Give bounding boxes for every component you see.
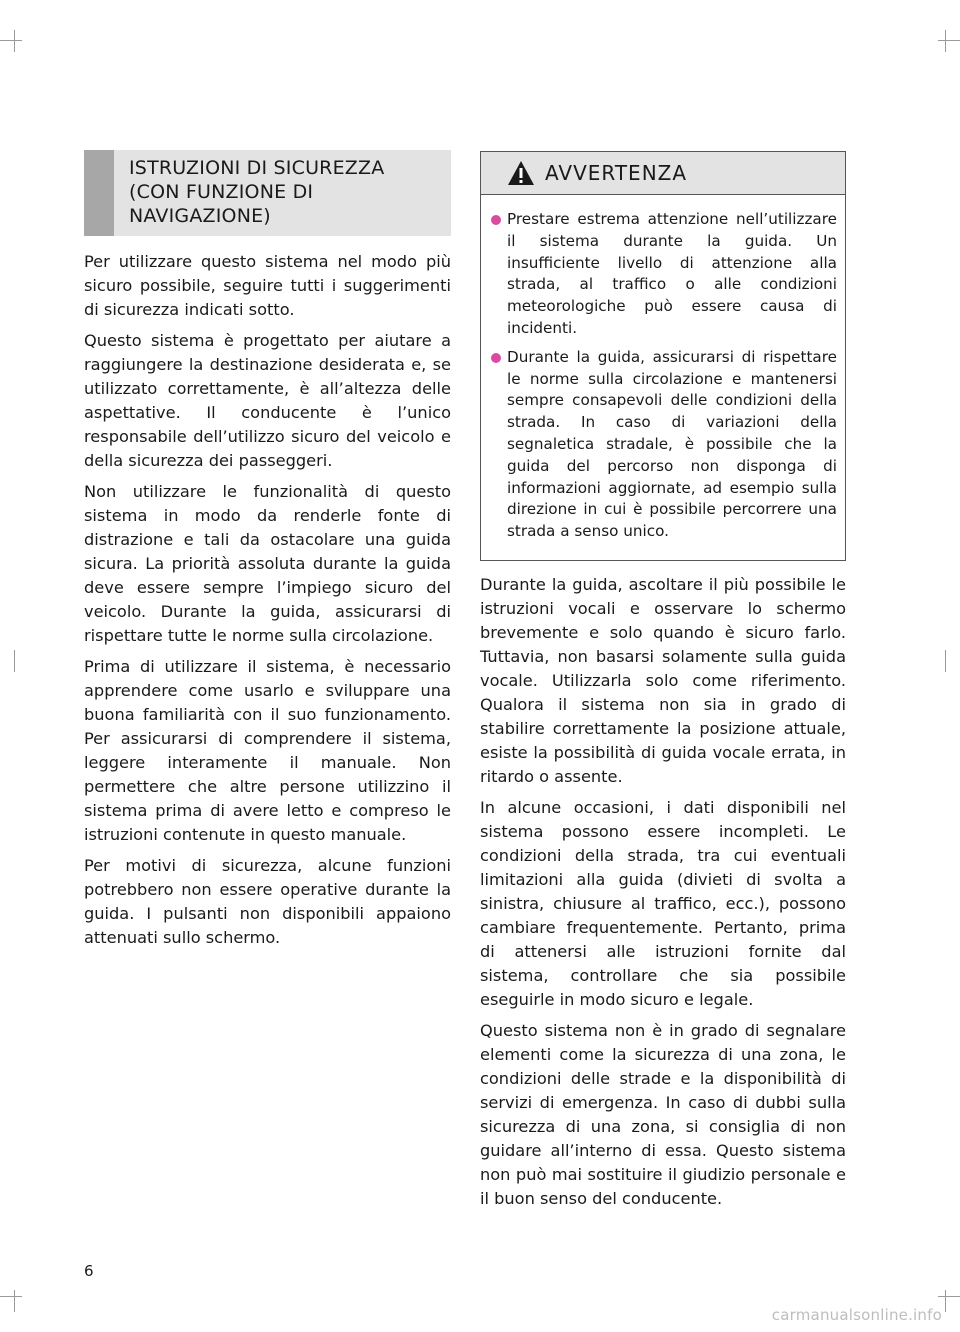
crop-mark [938, 40, 960, 41]
paragraph: Prima di utilizzare il sistema, è necessario apprendere come usarlo e sviluppare una buona familiarità con il suo funzionamento. Per assicurarsi di comprendere il sistema, leggere interamente il manuale. Non permettere che altre persone utilizzino il sistema prima di avere letto e compreso le istruzioni contenute in questo manuale. [84, 657, 451, 844]
warning-title: AVVERTENZA [545, 161, 688, 185]
paragraph: Non utilizzare le funzionalità di questo sistema in modo da renderle fonte di distrazione e tali da ostacolare una guida sicura. La priorità assoluta durante la guida deve essere sempre l’impiego sicuro del veicolo. Durante la guida, assicurarsi di rispettare tutte le norme sulla circolazione. [84, 482, 451, 645]
warning-item [491, 347, 837, 543]
paragraph: Durante la guida, ascoltare il più possibile le istruzioni vocali e osservare lo schermo brevemente e solo quando è sicuro farlo. Tuttavia, non basarsi solamente sulla guida vocale. Utilizzarla solo come riferimento. Qualora il sistema non sia in grado di stabilire correttamente la posizione attuale, esiste la possibilità di guida vocale errata, in ritardo o assente. [480, 575, 846, 786]
section-heading-tab [84, 150, 114, 236]
warning-item-text: Prestare estrema attenzione nell’utilizzare il sistema durante la guida. Un insufficiente livello di attenzione alla strada, al traffico o alle condizioni meteorologiche può essere causa di incidenti. [507, 210, 837, 337]
crop-mark [14, 650, 15, 672]
crop-mark [14, 1290, 15, 1312]
paragraph: Questo sistema non è in grado di segnalare elementi come la sicurezza di una zona, le condizioni delle strade e la disponibilità di servizi di emergenza. In caso di dubbi sulla sicurezza di una zona, si consiglia di non guidare all’interno di essa. Questo sistema non può mai sostituire il giudizio personale e il buon senso del conducente. [480, 1021, 846, 1208]
paragraph: In alcune occasioni, i dati disponibili nel sistema possono essere incompleti. Le condizioni della strada, tra cui eventuali limitazioni alla guida (divieti di svolta a sinistra, chiusure al traffico, ecc.), possono cambiare frequentemente. Pertanto, prima di attenersi alle istruzioni fornite dal sistema, controllare che sia possibile eseguirle in modo sicuro e legale. [480, 798, 846, 1009]
bullet-icon [491, 215, 501, 225]
crop-mark [945, 30, 946, 52]
section-heading [84, 150, 451, 236]
warning-box [480, 151, 846, 561]
paragraph: Per utilizzare questo sistema nel modo più sicuro possibile, seguire tutti i suggerimenti di sicurezza indicati sotto. [84, 252, 451, 319]
watermark: carmanualsonline.info [771, 1306, 942, 1324]
crop-mark [14, 30, 15, 52]
crop-mark [945, 650, 946, 672]
section-title: ISTRUZIONI DI SICUREZZA (CON FUNZIONE DI NAVIGAZIONE) [129, 157, 385, 227]
warning-header [481, 152, 845, 195]
warning-triangle-icon [507, 160, 535, 186]
warning-item [491, 209, 837, 340]
page-number: 6 [84, 1262, 94, 1280]
bullet-icon [491, 353, 501, 363]
paragraph: Per motivi di sicurezza, alcune funzioni potrebbero non essere operative durante la guida. I pulsanti non disponibili appaiono attenuati sullo schermo. [84, 856, 451, 947]
crop-mark [0, 1296, 22, 1297]
crop-mark [0, 40, 22, 41]
warning-item-text: Durante la guida, assicurarsi di rispettare le norme sulla circolazione e mantenersi sempre consapevoli delle condizioni della strada. In caso di variazioni della segnaletica stradale, è possibile che la guida del percorso non disponga di informazioni aggiornate, ad esempio sulla direzione in cui è possibile percorrere una strada a senso unico. [507, 347, 837, 541]
paragraph: Questo sistema è progettato per aiutare a raggiungere la destinazione desiderata e, se utilizzato correttamente, è all’altezza delle aspettative. Il conducente è l’unico responsabile dell’utilizzo sicuro del veicolo e della sicurezza dei passeggeri. [84, 331, 451, 470]
warning-list [481, 195, 845, 543]
crop-mark [938, 1296, 960, 1297]
left-column [84, 250, 451, 957]
crop-mark [945, 1290, 946, 1312]
right-column [480, 573, 846, 1218]
